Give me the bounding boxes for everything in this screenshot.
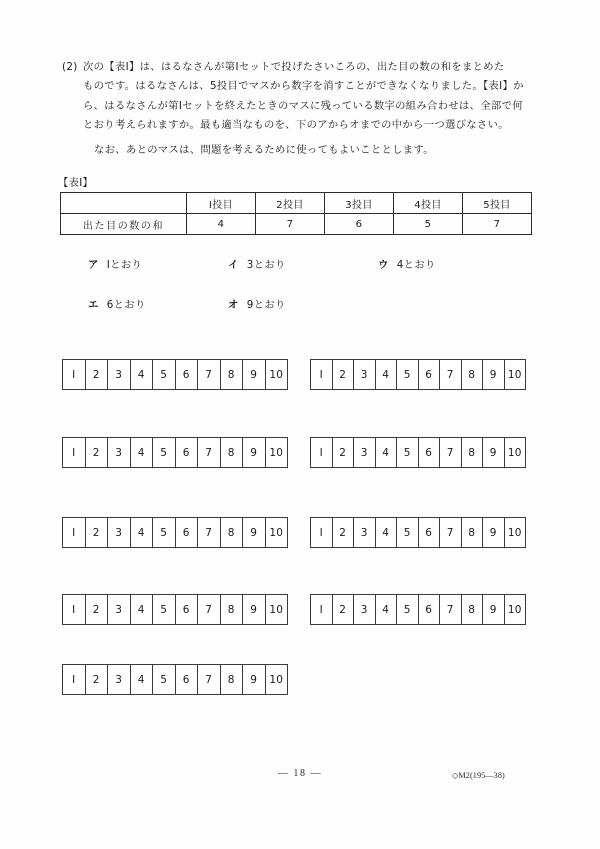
question-number: (2) [62,61,78,73]
number-cell[interactable]: 6 [419,360,441,389]
number-cell[interactable]: 10 [507,446,522,459]
number-cell[interactable]: 5 [153,360,176,389]
number-cell[interactable]: 5 [397,360,419,389]
number-cell[interactable]: 9 [243,595,266,624]
choice-a-mark: ア [88,259,99,271]
number-cell[interactable]: 8 [221,665,244,694]
number-cell[interactable]: 2 [333,438,355,467]
number-cell[interactable]: 2 [333,518,355,547]
number-cell[interactable]: 5 [153,595,176,624]
number-cell[interactable]: Ⅰ [311,438,333,467]
table-header-throw-2: 2投目 [256,193,325,214]
table-value-3: 6 [325,214,394,235]
number-cell[interactable]: 5 [153,438,176,467]
number-cell[interactable]: 6 [176,438,199,467]
number-strip[interactable] [310,517,526,548]
choice-o-text: 9とおり [246,299,286,311]
number-cell[interactable]: 6 [176,595,199,624]
table-header-throw-5: 5投目 [463,193,532,214]
number-cell[interactable]: 8 [221,360,244,389]
question-note: なお、あとのマスは、問題を考えるために使ってもよいこととします。 [94,143,434,156]
number-cell[interactable]: 10 [269,526,284,539]
number-cell[interactable]: 10 [269,673,284,686]
number-strip[interactable] [310,359,526,390]
number-strip[interactable] [310,594,526,625]
number-cell[interactable]: 7 [440,518,462,547]
number-cell[interactable]: Ⅰ [63,518,86,547]
number-cell[interactable]: 2 [333,595,355,624]
number-cell[interactable]: 8 [462,438,484,467]
number-cell[interactable]: Ⅰ [63,665,86,694]
number-cell[interactable]: 4 [131,360,154,389]
number-cell[interactable]: 2 [86,518,109,547]
number-cell[interactable]: 10 [269,603,284,616]
table-value-2: 7 [256,214,325,235]
number-cell[interactable]: Ⅰ [63,595,86,624]
question-line-3: ら、はるなさんが第Ⅰセットを終えたときのマスに残っている数字の組み合わせは、全部で何 [83,99,523,112]
number-cell[interactable]: 2 [86,595,109,624]
number-cell[interactable]: 9 [243,665,266,694]
footer-code: ◇M2(195—38) [452,771,505,780]
number-strip[interactable] [62,517,288,548]
number-cell[interactable]: Ⅰ [63,360,86,389]
table-value-4: 5 [394,214,463,235]
number-cell[interactable]: 4 [131,438,154,467]
choice-a-text: Ⅰとおり [106,259,143,271]
number-cell[interactable]: 9 [483,518,505,547]
number-cell[interactable]: 9 [243,360,266,389]
number-cell[interactable]: 6 [176,518,199,547]
number-cell[interactable]: 3 [108,518,131,547]
number-cell[interactable]: 10 [507,526,522,539]
number-cell[interactable]: 3 [354,518,376,547]
number-cell[interactable]: 3 [108,360,131,389]
number-cell[interactable]: 7 [198,518,221,547]
question-text-line-1: 次の【表Ⅰ】は、はるなさんが第Ⅰセットで投げたさいころの、出た目の数の和をまとめた [83,61,505,73]
choice-i-text: 3とおり [246,259,286,271]
number-cell[interactable]: 5 [397,518,419,547]
choice-u-mark: ウ [378,259,389,271]
number-cell[interactable]: Ⅰ [311,595,333,624]
number-cell[interactable]: 3 [108,438,131,467]
number-cell[interactable]: Ⅰ [63,438,86,467]
number-cell[interactable]: 7 [440,360,462,389]
number-cell[interactable]: 10 [269,446,284,459]
number-cell[interactable]: 4 [376,438,398,467]
number-cell[interactable]: 9 [483,438,505,467]
table-label: 【表Ⅰ】 [58,177,94,189]
number-cell[interactable]: 5 [397,438,419,467]
number-cell[interactable]: 9 [483,360,505,389]
number-cell[interactable]: Ⅰ [311,360,333,389]
number-strip[interactable] [62,437,288,468]
table-value-5: 7 [463,214,532,235]
number-cell[interactable]: 3 [354,360,376,389]
number-cell[interactable]: 2 [86,360,109,389]
number-cell[interactable]: 9 [243,438,266,467]
number-cell[interactable]: 4 [376,595,398,624]
number-strip[interactable] [62,359,288,390]
number-cell[interactable]: 10 [269,368,284,381]
number-cell[interactable]: 8 [221,595,244,624]
number-cell[interactable]: 3 [108,665,131,694]
number-cell[interactable]: 7 [440,438,462,467]
number-cell[interactable]: 5 [397,595,419,624]
number-cell[interactable]: 5 [153,518,176,547]
number-cell[interactable]: 7 [198,595,221,624]
choice-o-mark: オ [228,299,239,311]
number-cell[interactable]: Ⅰ [311,518,333,547]
number-cell[interactable]: 6 [419,518,441,547]
choice-u-text: 4とおり [396,259,436,271]
choice-i-mark: イ [228,259,239,271]
number-cell[interactable]: 5 [153,665,176,694]
table-header-throw-3: 3投目 [325,193,394,214]
number-cell[interactable]: 8 [221,518,244,547]
number-cell[interactable]: 4 [131,665,154,694]
number-cell[interactable]: 10 [507,603,522,616]
number-cell[interactable]: 9 [483,595,505,624]
number-strip[interactable] [310,437,526,468]
number-cell[interactable]: 4 [376,360,398,389]
choice-e-text: 6とおり [106,299,146,311]
number-cell[interactable]: 7 [198,360,221,389]
number-cell[interactable]: 9 [243,518,266,547]
number-cell[interactable]: 6 [419,438,441,467]
choice-e-mark: エ [88,299,99,311]
number-cell[interactable]: 7 [198,665,221,694]
table-header-throw-1: Ⅰ投目 [187,193,256,214]
number-cell[interactable]: 6 [176,665,199,694]
question-line-4: とおり考えられますか。最も適当なものを、下のアからオまでの中から一つ選びなさい。 [83,119,509,132]
number-cell[interactable]: 8 [462,518,484,547]
number-cell[interactable]: 7 [198,438,221,467]
number-cell[interactable]: 3 [354,438,376,467]
table-value-1: 4 [187,214,256,235]
table-header-throw-4: 4投目 [394,193,463,214]
number-cell[interactable]: 8 [221,438,244,467]
number-cell[interactable]: 4 [131,518,154,547]
number-strip[interactable] [62,664,288,695]
number-cell[interactable]: 2 [333,360,355,389]
number-strip[interactable] [62,594,288,625]
number-cell[interactable]: 8 [462,360,484,389]
number-cell[interactable]: 6 [176,360,199,389]
number-cell[interactable]: 4 [376,518,398,547]
number-cell[interactable]: 7 [440,595,462,624]
number-cell[interactable]: 8 [462,595,484,624]
number-cell[interactable]: 3 [354,595,376,624]
number-cell[interactable]: 3 [108,595,131,624]
page-number: — 18 — [277,768,323,779]
number-cell[interactable]: 10 [507,368,522,381]
table-row-label: 出た目の数の和 [61,214,187,235]
number-cell[interactable]: 4 [131,595,154,624]
question-line-2: ものです。はるなさんは、5投目でマスから数字を消すことができなくなりました。【表Ⅰ】か [83,80,524,93]
number-cell[interactable]: 2 [86,438,109,467]
number-cell[interactable]: 2 [86,665,109,694]
number-cell[interactable]: 6 [419,595,441,624]
